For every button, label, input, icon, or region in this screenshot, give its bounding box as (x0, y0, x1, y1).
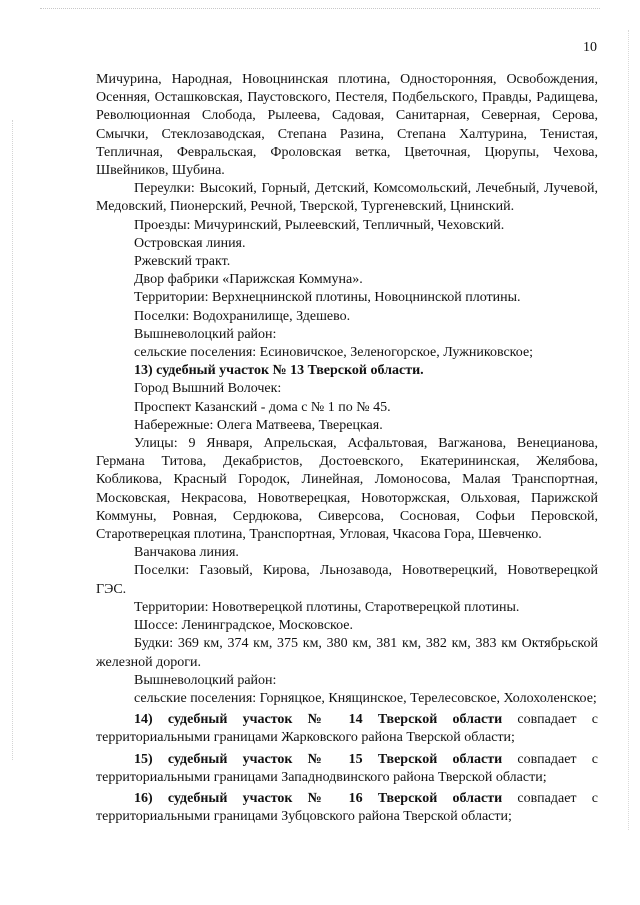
paragraph-factory-yard: Двор фабрики «Парижская Коммуна». (134, 272, 363, 288)
page-number: 10 (583, 40, 597, 55)
paragraph-embankments: Набережные: Олега Матвеева, Тверецкая. (134, 417, 383, 433)
paragraph-streets: Улицы: 9 Января, Апрельская, Асфальтовая, Вагжанова, Венецианова, Германа Титова, Декабристов, Достоевского, Екатерининская, Желябова, Кобликова, Красный Городок, Линейная, Ломоносова, Малая Транспортная, Московская, Некрасова, Новотверецкая, Новоторжская, Ольховая, Парижской Коммуны, Ровная, Сердюкова, Сиверсова, Сосновая, Софьи Перовской, Старотверецкая плотина, Транспортная, Угловая, Чкасова Гора, Шевченко. (96, 436, 598, 543)
paragraph-territories-13: Территории: Новотверецкой плотины, Старотверецкой плотины. (134, 599, 520, 615)
scan-edge-top (40, 8, 600, 9)
section-15-text: совпадает с территориальными границами Западнодвинского района Тверской области; (96, 751, 598, 785)
paragraph-tract: Ржевский тракт. (134, 254, 231, 270)
document-body (96, 71, 598, 826)
paragraph-rural-settlements-13: сельские поселения: Горняцкое, Княщинское, Терелесовское, Холохоленское; (134, 690, 597, 706)
paragraph-booths: Будки: 369 км, 374 км, 375 км, 380 км, 381 км, 382 км, 383 км Октябрьской железной дороги. (96, 636, 598, 670)
scan-edge-left (12, 120, 13, 760)
paragraph-city: Город Вышний Волочек: (134, 381, 282, 397)
section-16-text: совпадает с территориальными границами Зубцовского района Тверской области; (96, 790, 598, 825)
section-15 (96, 751, 598, 787)
paragraph-district: Вышневолоцкий район: (134, 326, 277, 342)
section-16-heading: 16) судебный участок № 16 Тверской области (134, 790, 503, 806)
paragraph-line: Островская линия. (134, 235, 246, 251)
section-14-text: совпадает с территориальными границами Жарковского района Тверской области; (96, 712, 598, 746)
section-15-heading: 15) судебный участок № 15 Тверской области (134, 751, 503, 767)
section-heading-13 (96, 362, 598, 380)
scan-edge-right (628, 30, 629, 830)
paragraph-district-13: Вышневолоцкий район: (134, 672, 277, 688)
paragraph-lanes: Переулки: Высокий, Горный, Детский, Комсомольский, Лечебный, Лучевой, Медовский, Пионерский, Речной, Тверской, Тургеневский, Цнинский. (96, 181, 598, 215)
paragraph-settlements: Поселки: Водохранилище, Здешево. (134, 308, 351, 324)
section-14-heading: 14) судебный участок № 14 Тверской области (134, 712, 503, 728)
paragraph-territories: Территории: Верхнецнинской плотины, Новоцнинской плотины. (134, 290, 521, 306)
paragraph-highways: Шоссе: Ленинградское, Московское. (134, 618, 354, 634)
paragraph-streets-continued: Мичурина, Народная, Новоцнинская плотина, Односторонняя, Освобождения, Осенняя, Осташковская, Паустовского, Пестеля, Подбельского, Правды, Радищева, Революционная Слобода, Рылеева, Садовая, Санитарная, Северная, Серова, Смычки, Стеклозаводская, Степана Разина, Степана Халтурина, Тенистая, Тепличная, Февральская, Фроловская ветка, Цветочная, Цюрупы, Чехова, Швейников, Шубина. (96, 72, 598, 179)
section-14 (96, 711, 598, 747)
paragraph-vanchakova-line: Ванчакова линия. (134, 545, 239, 561)
section-heading-13-text: 13) судебный участок № 13 Тверской области. (134, 363, 424, 379)
section-16 (96, 790, 598, 826)
paragraph-settlements-13: Поселки: Газовый, Кирова, Льнозавода, Новотверецкий, Новотверецкой ГЭС. (96, 563, 598, 597)
paragraph-passages: Проезды: Мичуринский, Рылеевский, Тепличный, Чеховский. (134, 217, 505, 233)
paragraph-rural-settlements: сельские поселения: Есиновичское, Зеленогорское, Лужниковское; (134, 345, 534, 361)
paragraph-avenue: Проспект Казанский - дома с № 1 по № 45. (134, 399, 391, 415)
